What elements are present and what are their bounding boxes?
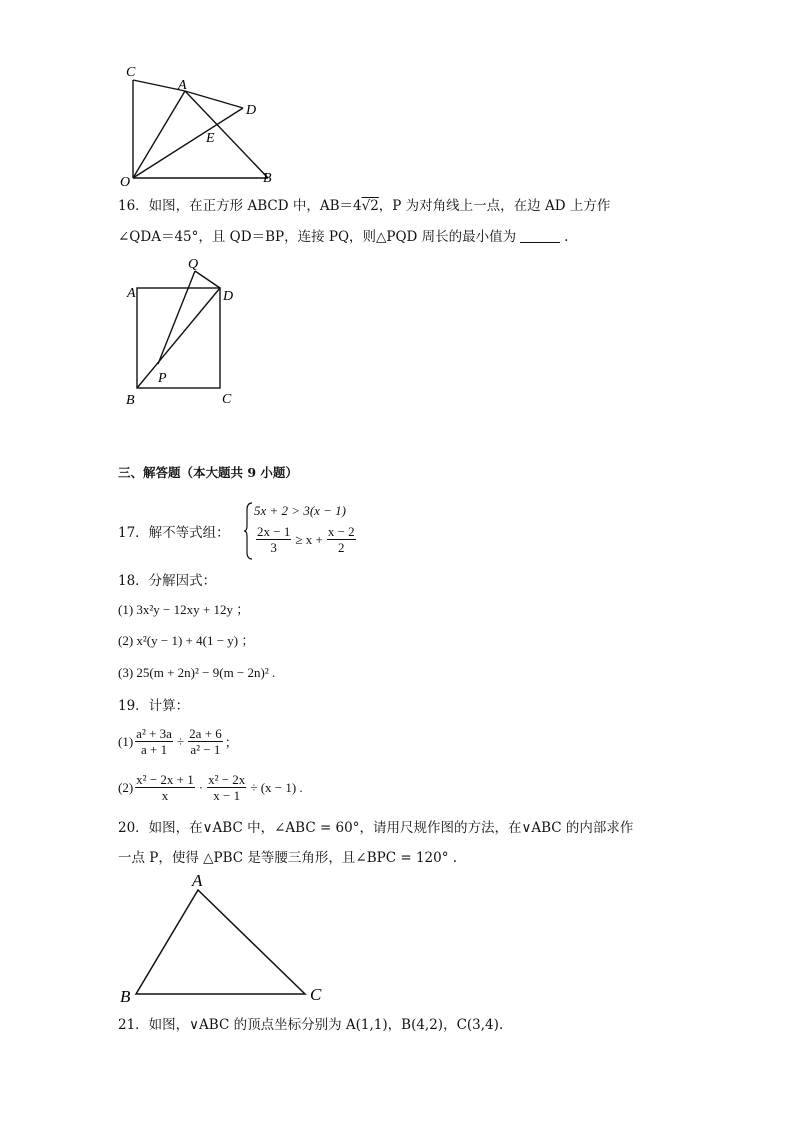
seg-qd [195,271,220,288]
seg-qp [158,271,195,364]
label-c16: C [222,392,232,407]
triangle-abc [136,890,305,994]
q17-system [244,502,364,562]
q19-p1-den2: a² − 1 [190,742,221,757]
q17-label: 17．解不等式组： [118,525,230,541]
label-o: O [120,175,131,190]
label-b: B [263,171,272,186]
label-a16: A [127,286,136,301]
q18-part2: (2) x²(y − 1) + 4(1 − y) ； [118,633,255,648]
q19-p2-den1: x [161,788,169,803]
q19-p1-prefix: (1) [118,733,134,749]
q19-p1-end: ； [224,735,238,750]
q19-p2-tail: ÷ (x − 1) . [250,779,303,795]
q19-p1-frac1 [135,726,173,757]
q19-p2-num2: x² − 2x [208,772,246,787]
q20-line1: 20．如图，在∨ABC 中，∠ABC = 60°，请用尺规作图的方法，在∨ABC 的内部求作 [118,820,634,836]
q17-ineq2 [254,524,358,555]
answer-blank[interactable] [520,230,560,243]
label-e: E [206,131,215,146]
q16-line1 [118,197,610,215]
q16-text-a: 16．如图，在正方形 ABCD 中，AB＝4 [118,198,362,214]
figure-q16 [118,252,258,410]
q19-p2-frac2 [207,772,246,803]
q19-label: 19．计算： [118,698,190,714]
label-a: A [178,78,187,93]
label-c20: C [310,985,322,1004]
label-p: P [158,371,167,386]
q17-right-num: x − 2 [327,524,355,539]
figure-q15 [110,62,290,192]
q19-p1-frac2 [188,726,223,757]
q19-part1 [118,726,238,757]
figure-q20 [112,868,338,1010]
q19-p1-num1: a² + 3a [136,726,172,741]
q20-line2: 一点 P，使得 △PBC 是等腰三角形，且∠BPC = 120° . [118,850,458,866]
q19-p2-den2: x − 1 [213,788,241,803]
q16-sqrt: √2 [361,198,379,214]
label-a20: A [192,871,203,890]
q17-left-den: 3 [270,540,277,555]
label-q: Q [188,257,199,272]
section-heading: 三、解答题（本大题共 9 小题） [118,465,298,480]
q16-line2 [118,228,568,246]
q17-frac-left [256,524,291,555]
q16-text-c: ∠QDA＝45°，且 QD＝BP，连接 PQ，则△PQD 周长的最小值为 [118,229,517,245]
q19-p2-op: · [198,779,204,795]
label-b20: B [120,987,131,1006]
q18-label: 18．分解因式： [118,573,217,589]
label-d: D [246,103,257,118]
label-c: C [126,65,136,80]
q18-part1: (1) 3x²y − 12xy + 12y ； [118,602,250,617]
q17-frac-right [327,524,356,555]
q19-p2-prefix: (2) [118,779,134,795]
q16-end: . [564,229,569,245]
seg-od [133,108,243,178]
seg-oa [133,91,185,178]
q17-ineq1: 5x + 2 > 3(x − 1) [254,503,347,518]
q16-text-b: ，P 为对角线上一点，在边 AD 上方作 [378,198,611,214]
label-b16: B [126,393,135,408]
q19-p2-num1: x² − 2x + 1 [136,772,194,787]
q21-line1: 21．如图，∨ABC 的顶点坐标分别为 A(1,1)，B(4,2)，C(3,4). [118,1017,504,1033]
q18-part3: (3) 25(m + 2n)² − 9(m − 2n)² . [118,665,276,680]
label-d16: D [223,289,234,304]
q19-p1-den1: a + 1 [141,742,168,757]
q19-p1-op: ÷ [176,733,185,749]
brace-icon [244,502,254,560]
diag-bd [137,288,220,388]
q17-mid: ≥ x + [295,531,323,547]
q19-p1-num2: 2a + 6 [189,726,222,741]
q19-p2-frac1 [135,772,195,803]
q19-part2 [118,772,303,803]
q17-left-num: 2x − 1 [257,524,291,539]
q17-right-den: 2 [337,540,345,555]
